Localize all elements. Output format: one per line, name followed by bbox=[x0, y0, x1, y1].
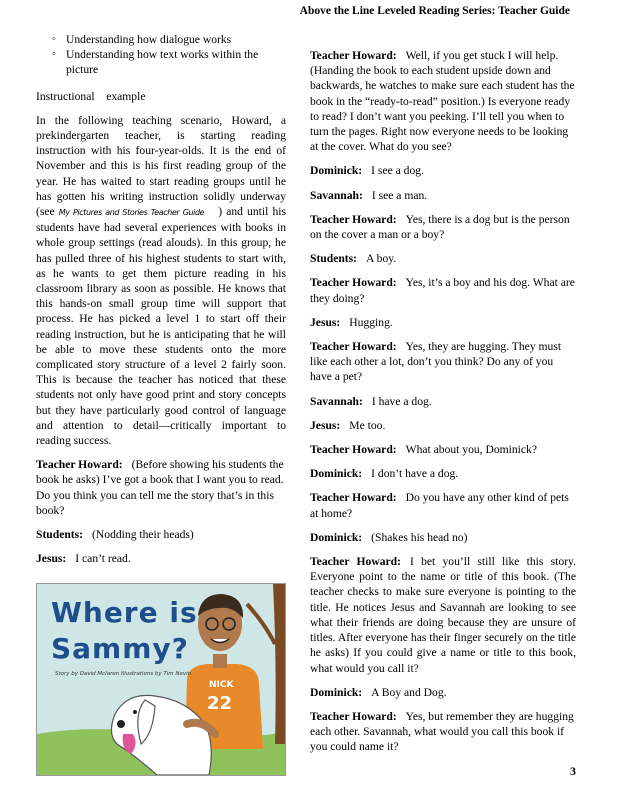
dialogue-text: I see a dog. bbox=[371, 164, 424, 178]
dialogue-text: Yes, they are hugging. They must like each other a lot, don’t you think? Do any of you have a pet? bbox=[310, 340, 562, 384]
dialogue-text: Hugging. bbox=[349, 315, 393, 329]
dialogue-line bbox=[310, 554, 576, 676]
shirt-number: 22 bbox=[207, 693, 233, 714]
speaker-label: Teacher Howard: bbox=[310, 491, 397, 505]
book-cover-image bbox=[36, 583, 286, 776]
left-column bbox=[36, 32, 286, 576]
speaker-label: Students: bbox=[310, 252, 358, 266]
intro-text: In the following teaching scenario, Howard, a prekindergarten teacher, is starting reading instruction with his four-year-olds. It is the end of November and this is his first reading group of the year. He has waited to start reading groups until he has gotten his writing instruction solidly underway (see bbox=[36, 113, 286, 219]
section-title: Instructional example bbox=[36, 89, 146, 103]
speaker-label: Dominick: bbox=[310, 685, 363, 699]
dialogue-line bbox=[310, 315, 576, 330]
dialogue-text: (Shakes his head no) bbox=[371, 530, 468, 544]
dialogue-line bbox=[310, 212, 576, 242]
dialogue-line bbox=[310, 394, 576, 409]
dialogue-line bbox=[310, 709, 576, 755]
dog-nose bbox=[117, 720, 125, 728]
speaker-label: Students: bbox=[36, 528, 84, 542]
dialogue-text: A boy. bbox=[366, 252, 397, 266]
dialogue-line bbox=[310, 466, 576, 481]
running-header: Above the Line Leveled Reading Series: Teacher Guide bbox=[299, 5, 570, 17]
intro-text-continued: ) and until his students have had several experiences with books in whole group settings (read alouds). In this group, he has pulled three of his highest students to start with, as he wants to get them picture reading in his classroom library as soon as possible. He knows that this hands-on small group time will support that process. He has picked a level 1 to start off their reading instruction, but he is anticipating that he will be able to move these students onto the more complicated story structure of a level 2 fairly soon. This is because the teacher has noticed that these students not only have good print and story concepts but they have particularly good control of language and attention to detail—critically important to reading success. bbox=[36, 205, 286, 448]
reference-title: My Pictures and Stories Teacher Guide bbox=[58, 208, 205, 218]
dialogue-text: I have a dog. bbox=[371, 394, 432, 408]
speaker-label: Teacher Howard: bbox=[310, 49, 397, 62]
intro-paragraph bbox=[36, 113, 286, 448]
skills-bullet-list bbox=[36, 32, 286, 78]
dialogue-text: A Boy and Dog. bbox=[371, 685, 447, 699]
dialogue-text: (Before showing his students the book he asks) I’ve got a book that I want you to read. Do you think you can tell me the story that’s in this book? bbox=[36, 458, 284, 517]
page-number: 3 bbox=[570, 764, 576, 778]
speaker-label: Dominick: bbox=[310, 530, 363, 544]
shirt-name: NICK bbox=[209, 680, 234, 690]
speaker-label: Teacher Howard: bbox=[310, 555, 401, 569]
speaker-label: Teacher Howard: bbox=[36, 458, 123, 472]
right-column bbox=[310, 48, 576, 764]
speaker-label: Teacher Howard: bbox=[310, 212, 397, 226]
dialogue-text: Yes, it’s a boy and his dog. What are they doing? bbox=[310, 276, 575, 305]
dialogue-line bbox=[310, 188, 576, 203]
dialogue-text: I see a man. bbox=[371, 188, 428, 202]
dialogue-line bbox=[310, 490, 576, 520]
dialogue-text: (Nodding their heads) bbox=[92, 528, 194, 542]
dialogue-text: Yes, there is a dog but is the person on the cover a man or a boy? bbox=[310, 212, 570, 242]
speaker-label: Dominick: bbox=[310, 164, 363, 178]
speaker-label: Teacher Howard: bbox=[310, 276, 397, 290]
dialogue-line bbox=[310, 418, 576, 433]
dialogue-text: Do you have any other kind of pets at home? bbox=[310, 491, 569, 520]
speaker-label: Dominick: bbox=[310, 467, 363, 481]
dialogue-line bbox=[36, 527, 286, 542]
dialogue-text: Yes, but remember they are hugging each other. Savannah, what would you call this book if you could name it? bbox=[310, 709, 574, 754]
book-cover-illustration bbox=[37, 584, 285, 775]
speaker-label: Teacher Howard: bbox=[310, 709, 397, 723]
dialogue-text: I bet you’ll still like this story. Everyone point to the name or title of this book. (The teacher checks to make sure everyone is pointing to the title. He notices Jesus and Savannah are looking to see what their friends are doing because they are unsure of titles. After everyone has their finger securely on the title he asks) If you could give a name or title to this book, what would you call it? bbox=[310, 555, 576, 675]
dialogue-line bbox=[310, 275, 576, 305]
dialogue-line bbox=[310, 48, 576, 154]
dialogue-line bbox=[310, 685, 576, 700]
dialogue-line bbox=[310, 163, 576, 178]
bullet-item: ◦ Understanding how dialogue works bbox=[66, 32, 286, 47]
dog-eye bbox=[133, 710, 137, 714]
bullet-item: ◦ Understanding how text works within the picture bbox=[66, 47, 286, 77]
cover-title-line2: Sammy? bbox=[51, 632, 189, 665]
speaker-label: Teacher Howard: bbox=[310, 443, 397, 457]
speaker-label: Savannah: bbox=[310, 394, 363, 408]
dialogue-text: Well, if you get stuck I will help. (Handing the book to each student upside down and backwards, he watches to make sure each student has the book in the “ready-to-read” position.) Is everyone ready to read? I don’t want you peeking. I’ll tell you when to turn the pages. Right now everyone needs to be looking at the cover. What do you see? bbox=[310, 49, 575, 154]
speaker-label: Teacher Howard: bbox=[310, 340, 397, 354]
dialogue-line bbox=[310, 339, 576, 385]
dialogue-line bbox=[310, 442, 576, 457]
dialogue-line bbox=[36, 457, 286, 518]
dialogue-text: Me too. bbox=[349, 418, 386, 432]
dialogue-text: What about you, Dominick? bbox=[405, 443, 537, 457]
dialogue-line bbox=[36, 551, 286, 566]
dialogue-line bbox=[310, 251, 576, 266]
dialogue-line bbox=[310, 530, 576, 545]
speaker-label: Jesus: bbox=[36, 552, 67, 566]
speaker-label: Savannah: bbox=[310, 188, 363, 202]
speaker-label: Jesus: bbox=[310, 315, 341, 329]
boy-neck bbox=[213, 654, 227, 668]
cover-credit: Story by David Mclaren Illustrations by Tim Nevin bbox=[55, 671, 192, 677]
cover-title-line1: Where is bbox=[51, 596, 198, 629]
speaker-label: Jesus: bbox=[310, 418, 341, 432]
dialogue-text: I don’t have a dog. bbox=[371, 467, 459, 481]
dialogue-text: I can’t read. bbox=[75, 552, 131, 566]
